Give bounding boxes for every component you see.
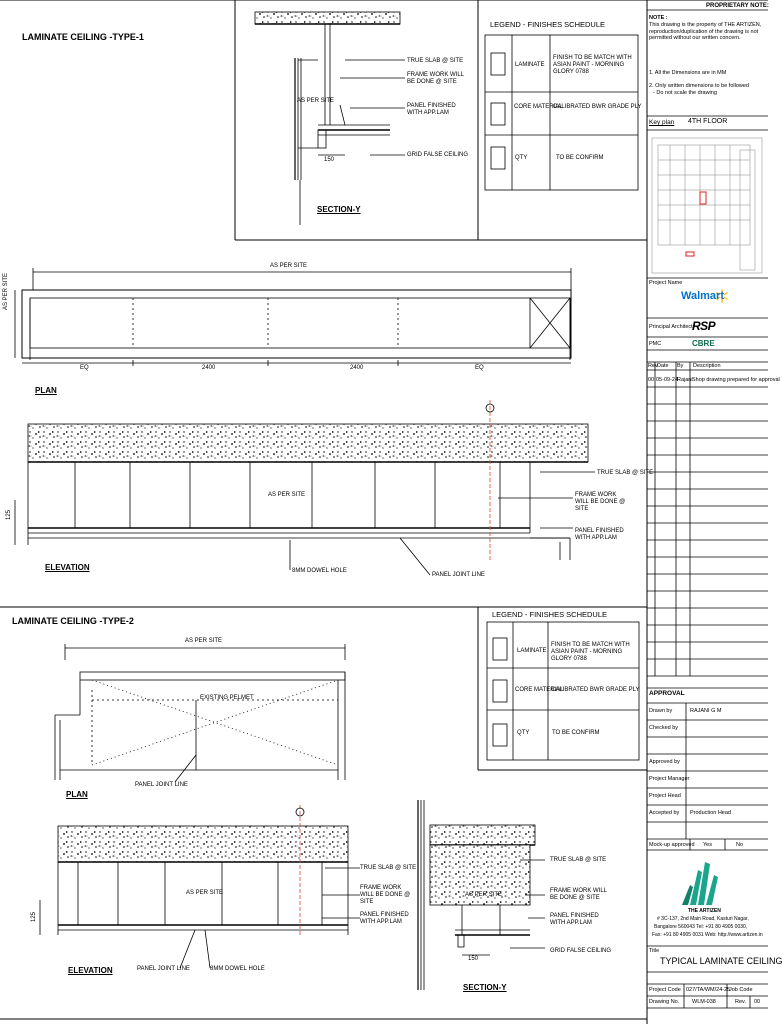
type1-legend-row3-name: QTY bbox=[515, 155, 528, 161]
type2-elev-dowel: 8MM DOWEL HOLE bbox=[210, 966, 265, 972]
type2-legend-row2-name: CORE MATERIAL bbox=[515, 687, 564, 693]
type2-section-as-per-site: AS PER SITE bbox=[465, 892, 503, 898]
type1-section-as-per-site: AS PER SITE bbox=[297, 98, 335, 104]
drawing-no-label: Drawing No. bbox=[649, 999, 680, 1005]
project-name-label: Project Name bbox=[649, 280, 683, 286]
type2-section-title: SECTION-Y bbox=[463, 983, 507, 992]
pmc-label: PMC bbox=[649, 341, 662, 347]
type2-section-frame-work: FRAME WORK WILL BE DONE @ SITE bbox=[550, 888, 607, 901]
rev-row-by: Rajani bbox=[677, 377, 693, 383]
type2-legend-title: LEGEND - FINISHES SCHEDULE bbox=[492, 610, 608, 619]
artizen-name: THE ARTIZEN bbox=[688, 908, 721, 914]
approval-drawn-by-value: RAJANI G M bbox=[690, 708, 722, 714]
type1-section-panel-finished: PANEL FINISHED WITH APP.LAM bbox=[407, 103, 456, 116]
principal-architect-label: Principal Architect bbox=[649, 324, 693, 330]
note-2: 2. Only written dimensions to be followed bbox=[649, 83, 749, 89]
type2-plan-panel-joint: PANEL JOINT LINE bbox=[135, 782, 188, 788]
artizen-logo-icon bbox=[682, 862, 718, 905]
rev-header-by: By bbox=[677, 363, 684, 369]
rev-value: 00 bbox=[754, 999, 761, 1005]
type2-plan-as-per-site: AS PER SITE bbox=[185, 638, 223, 644]
type1-elev-frame-work: FRAME WORK WILL BE DONE @ SITE bbox=[575, 492, 626, 512]
type1-legend-row1-desc: FINISH TO BE MATCH WITH ASIAN PAINT - MORNING GLORY 0788 bbox=[553, 55, 632, 75]
approval-approved-by-label: Approved by bbox=[649, 759, 680, 765]
note-1: 1. All the Dimensions are in MM bbox=[649, 70, 727, 76]
type1-plan-dim-3: 2400 bbox=[350, 365, 364, 371]
type1-section-frame-work: FRAME WORK WILL BE DONE @ SITE bbox=[407, 72, 464, 85]
type1-elev-title: ELEVATION bbox=[45, 563, 90, 572]
artizen-address-1: # 3C-137, 2nd Main Road, Kasturi Nagar, bbox=[657, 916, 749, 922]
approval-accepted-by-label: Accepted by bbox=[649, 810, 680, 816]
type2-elev-true-slab: TRUE SLAB @ SITE bbox=[360, 865, 417, 871]
type1-plan-as-per-site-side: AS PER SITE bbox=[3, 272, 9, 310]
approval-drawn-by-label: Drawn by bbox=[649, 708, 673, 714]
type2-elev-title: ELEVATION bbox=[68, 966, 113, 975]
proprietary-note-heading: PROPRIETARY NOTE: bbox=[706, 3, 769, 9]
note-label: NOTE : bbox=[649, 15, 668, 21]
rsp-logo: RSP bbox=[692, 319, 716, 333]
approval-accepted-by-value: Production Head bbox=[690, 810, 731, 816]
type2-legend-row2-desc: CALIBRATED BWR GRADE PLY bbox=[551, 687, 640, 693]
type2-elev-dim: 125 bbox=[31, 911, 37, 922]
cbre-logo: CBRE bbox=[692, 339, 715, 348]
type1-plan-dim-4: EQ bbox=[475, 365, 484, 371]
rev-row-description: Shop drawing prepared for approval bbox=[692, 377, 780, 383]
type2-legend-row3-name: QTY bbox=[517, 730, 530, 736]
type1-elev-true-slab: TRUE SLAB @ SITE bbox=[597, 470, 654, 476]
approval-checked-by-label: Checked by bbox=[649, 725, 679, 731]
rev-header-description: Description bbox=[693, 363, 721, 369]
project-code-label: Project Code bbox=[649, 987, 681, 993]
type1-section-title: SECTION-Y bbox=[317, 205, 361, 214]
type2-plan-existing-pelmet: EXISTING PELMET bbox=[200, 695, 254, 701]
type2-section-panel-finished: PANEL FINISHED WITH APP.LAM bbox=[550, 913, 599, 926]
type1-legend-row2-desc: CALIBRATED BWR GRADE PLY bbox=[553, 104, 642, 110]
rev-header-rev: Rev bbox=[648, 363, 658, 369]
rev-row-rev: 00 bbox=[648, 377, 655, 383]
type1-heading: LAMINATE CEILING -TYPE-1 bbox=[22, 32, 144, 42]
walmart-logo: Walmart bbox=[681, 290, 724, 302]
type2-section-dim150: 150 bbox=[468, 956, 479, 962]
note-text: This drawing is the property of THE ARTIZEN, reproduction/duplication of the drawing is not permitted without our written concern. bbox=[649, 22, 762, 41]
type1-section-grid-false: GRID FALSE CEILING bbox=[407, 152, 469, 158]
approval-project-head-label: Project Head bbox=[649, 793, 681, 799]
type2-legend-row1-name: LAMINATE bbox=[517, 648, 547, 654]
mockup-yes: Yes bbox=[703, 842, 712, 848]
type1-plan-dim-2: 2400 bbox=[202, 365, 216, 371]
drawing-title: TYPICAL LAMINATE CEILING bbox=[660, 956, 783, 966]
type1-elev-dowel: 8MM DOWEL HOLE bbox=[292, 568, 347, 574]
title-label: Title bbox=[649, 948, 660, 954]
mockup-label: Mock-up approved bbox=[649, 842, 695, 848]
key-plan-label: Key plan bbox=[649, 119, 675, 126]
type2-plan-title: PLAN bbox=[66, 790, 88, 799]
mockup-no: No bbox=[736, 842, 744, 848]
type2-elev-frame-work: FRAME WORK WILL BE DONE @ SITE bbox=[360, 885, 411, 905]
type1-legend-title: LEGEND - FINISHES SCHEDULE bbox=[490, 20, 606, 29]
type1-section-true-slab: TRUE SLAB @ SITE bbox=[407, 58, 464, 64]
type1-plan-title: PLAN bbox=[35, 386, 57, 395]
type2-heading: LAMINATE CEILING -TYPE-2 bbox=[12, 616, 134, 626]
job-code-label: Job Code bbox=[729, 987, 753, 993]
type1-section-dim150: 150 bbox=[324, 157, 335, 163]
type2-elev-panel-finished: PANEL FINISHED WITH APP.LAM bbox=[360, 912, 409, 925]
drawing-no-value: WLM-038 bbox=[692, 999, 716, 1005]
approval-heading: APPROVAL bbox=[649, 690, 685, 697]
type2-elev-panel-joint: PANEL JOINT LINE bbox=[137, 966, 190, 972]
type2-legend-row1-desc: FINISH TO BE MATCH WITH ASIAN PAINT - MORNING GLORY 0788 bbox=[551, 642, 630, 662]
type1-legend-row2-name: CORE MATERIAL bbox=[514, 104, 563, 110]
artizen-address-2: Bangalore 560043 Tel: +91 80 4905 0030, bbox=[654, 924, 748, 930]
approval-project-manager-label: Project Manager bbox=[649, 776, 690, 782]
type2-legend-row3-desc: TO BE CONFIRM bbox=[552, 730, 600, 736]
note-2b: - Do not scale the drawing bbox=[653, 90, 717, 96]
type1-legend-row3-desc: TO BE CONFIRM bbox=[556, 155, 604, 161]
type1-elev-panel-joint: PANEL JOINT LINE bbox=[432, 572, 485, 578]
type2-section-true-slab: TRUE SLAB @ SITE bbox=[550, 857, 607, 863]
type1-legend-row1-name: LAMINATE bbox=[515, 62, 545, 68]
type1-plan-as-per-site-top: AS PER SITE bbox=[270, 263, 308, 269]
type2-elev-as-per-site: AS PER SITE bbox=[186, 890, 224, 896]
type1-plan-dim-1: EQ bbox=[80, 365, 89, 371]
rev-label: Rev. bbox=[735, 999, 746, 1005]
type1-elev-panel-finished: PANEL FINISHED WITH APP.LAM bbox=[575, 528, 624, 541]
type1-elev-dim: 125 bbox=[6, 509, 12, 520]
artizen-address-3: Fax: +91 80 4905 0031 Web: http://www.artizen.in bbox=[652, 932, 763, 938]
rev-header-date: Date bbox=[657, 363, 669, 369]
project-code-value: 027/TA/WM/24-25 bbox=[686, 987, 731, 993]
type1-elev-as-per-site: AS PER SITE bbox=[268, 492, 306, 498]
rev-row-date: 05-09-24 bbox=[656, 377, 679, 383]
key-plan-value: 4TH FLOOR bbox=[688, 118, 728, 125]
type2-section-grid-false: GRID FALSE CEILING bbox=[550, 948, 612, 954]
